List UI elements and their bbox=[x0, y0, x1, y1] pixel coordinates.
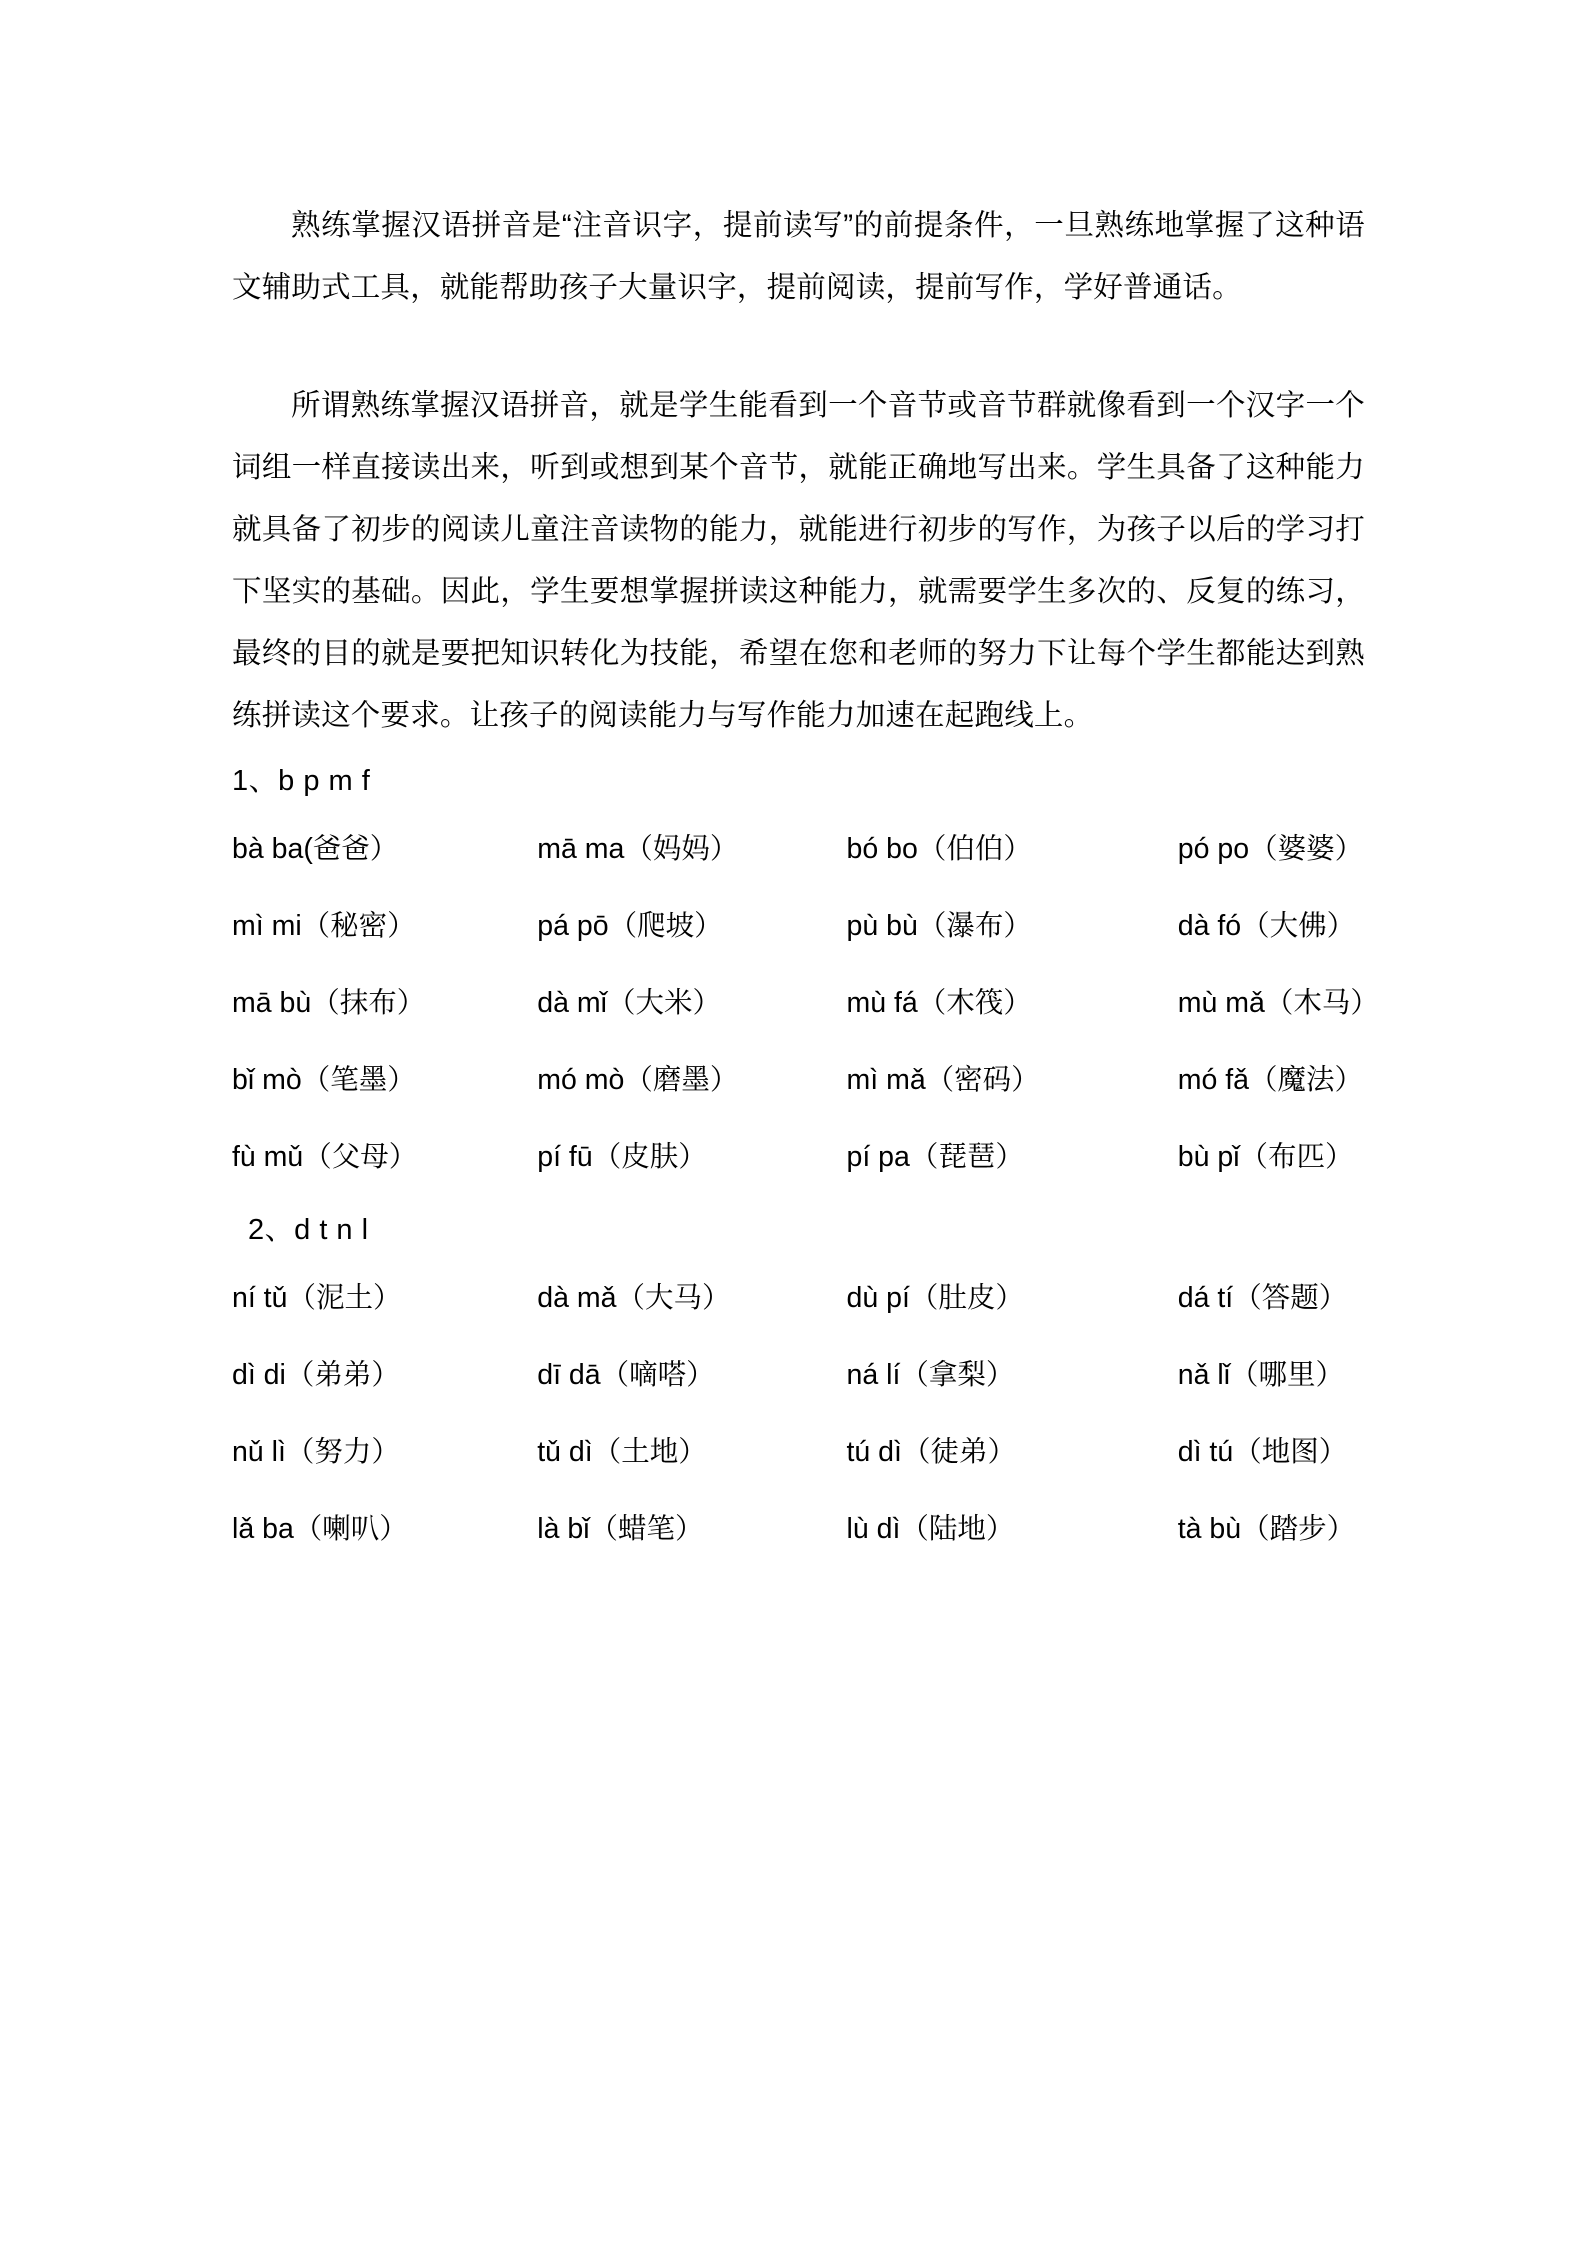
word-cell: tà bù（踏步） bbox=[1177, 1513, 1356, 1545]
word-row bbox=[232, 965, 1379, 1042]
intro-paragraph-1: 熟练掌握汉语拼音是“注音识字，提前读写”的前提条件，一旦熟练地掌握了这种语文辅助式工具，就能帮助孩子大量识字，提前阅读，提前写作，学好普通话。 bbox=[232, 209, 1365, 304]
document-body bbox=[232, 195, 1379, 1568]
intro-paragraph-2: 所谓熟练掌握汉语拼音，就是学生能看到一个音节或音节群就像看到一个汉字一个词组一样直接读出来，听到或想到某个音节，就能正确地写出来。学生具备了这种能力就具备了初步的阅读儿童注音读物的能力，就能进行初步的写作，为孩子以后的学习打下坚实的基础。因此，学生要想掌握拼读这种能力，就需要学生多次的、反复的练习，最终的目的就是要把知识转化为技能，希望在您和老师的努力下让每个学生都能达到熟练拼读这个要求。让孩子的阅读能力与写作能力加速在起跑线上。 bbox=[232, 389, 1365, 732]
word-cell: dì di（弟弟） bbox=[232, 1359, 400, 1391]
word-cell: mù mǎ（木马） bbox=[1177, 987, 1379, 1019]
word-cell: nǎ lǐ（哪里） bbox=[1177, 1359, 1345, 1391]
word-cell: lǎ ba（喇叭） bbox=[232, 1513, 408, 1545]
word-row bbox=[232, 1260, 1365, 1337]
word-cell: mā bù（抹布） bbox=[232, 987, 426, 1019]
word-cell: pó po（婆婆） bbox=[1177, 833, 1364, 865]
word-cell: tǔ dì（土地） bbox=[537, 1436, 707, 1468]
word-cell: ná lí（拿梨） bbox=[846, 1359, 1015, 1391]
word-cell: mù fá（木筏） bbox=[846, 987, 1032, 1019]
word-cell: mā ma（妈妈） bbox=[537, 833, 739, 865]
word-cell: lù dì（陆地） bbox=[846, 1513, 1015, 1545]
word-cell: bù pǐ（布匹） bbox=[1177, 1141, 1354, 1173]
word-cell: bà ba(爸爸） bbox=[232, 833, 399, 865]
word-cell: mì mǎ（密码） bbox=[846, 1064, 1040, 1096]
word-cell: pá pō（爬坡） bbox=[537, 910, 723, 942]
pinyin-group-bpmf bbox=[232, 751, 1379, 1196]
word-cell: dà mǐ（大米） bbox=[537, 987, 721, 1019]
word-cell: bó bo（伯伯） bbox=[846, 833, 1032, 865]
word-cell: dì tú（地图） bbox=[1177, 1436, 1348, 1468]
word-cell: dà fó（大佛） bbox=[1177, 910, 1356, 942]
word-row bbox=[232, 1337, 1365, 1414]
word-cell: bǐ mò（笔墨） bbox=[232, 1064, 416, 1096]
word-row bbox=[232, 1042, 1365, 1119]
word-row bbox=[232, 1491, 1365, 1568]
word-cell: là bǐ（蜡笔） bbox=[537, 1513, 704, 1545]
word-cell: pù bù（瀑布） bbox=[846, 910, 1032, 942]
word-row bbox=[232, 811, 1365, 888]
word-row bbox=[232, 888, 1365, 965]
pinyin-group-dtnl bbox=[232, 1200, 1365, 1568]
word-cell: dà mǎ（大马） bbox=[537, 1282, 731, 1314]
word-cell: fù mǔ（父母） bbox=[232, 1141, 418, 1173]
word-cell: tú dì（徒弟） bbox=[846, 1436, 1016, 1468]
word-cell: mì mi（秘密） bbox=[232, 910, 416, 942]
word-cell: ní tǔ（泥土） bbox=[232, 1282, 402, 1314]
word-cell: dá tí（答题） bbox=[1177, 1282, 1348, 1314]
word-cell: pí fū（皮肤） bbox=[537, 1141, 707, 1173]
group-heading-dtnl: 2、d t n l bbox=[248, 1214, 369, 1246]
word-cell: mó mò（磨墨） bbox=[537, 1064, 739, 1096]
word-cell: dī dā（嘀嗒） bbox=[537, 1359, 715, 1391]
word-cell: nǔ lì（努力） bbox=[232, 1436, 400, 1468]
group-heading-bpmf: 1、b p m f bbox=[232, 765, 371, 797]
word-cell: pí pa（琵琶） bbox=[846, 1141, 1024, 1173]
word-row bbox=[232, 1119, 1365, 1196]
word-cell: dù pí（肚皮） bbox=[846, 1282, 1024, 1314]
word-cell: mó fǎ（魔法） bbox=[1177, 1064, 1364, 1096]
word-row bbox=[232, 1414, 1365, 1491]
